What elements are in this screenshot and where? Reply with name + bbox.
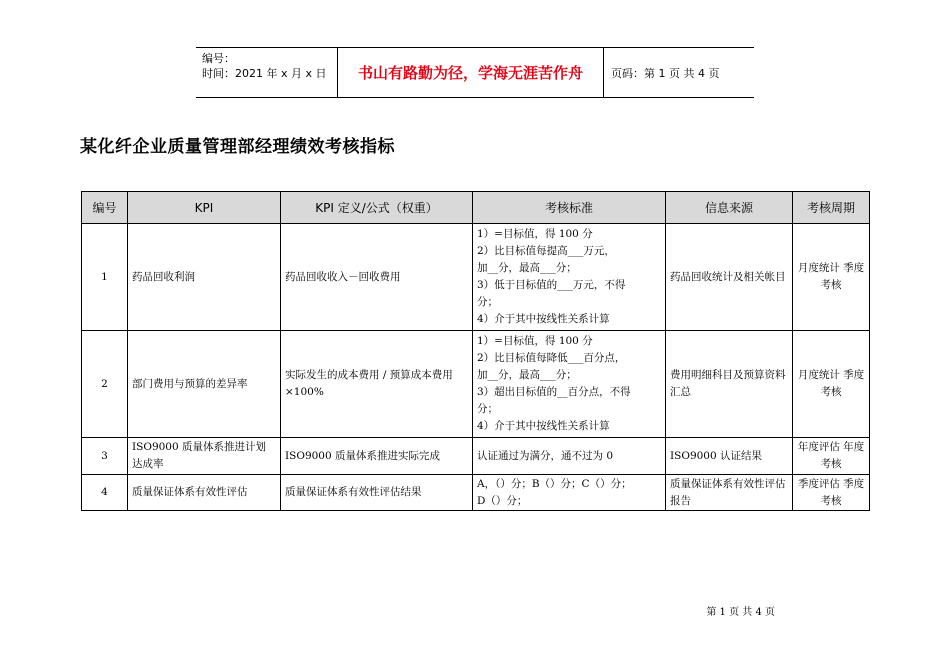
col-header-period: 考核周期 (793, 192, 870, 224)
row-kpi: 药品回收利润 (128, 224, 281, 331)
col-header-definition: KPI 定义/公式（权重） (281, 192, 473, 224)
row-criteria (473, 438, 666, 475)
kpi-table (81, 191, 870, 511)
criteria-line: 认证通过为满分，通不过为 0 (477, 449, 614, 462)
row-definition: 质量保证体系有效性评估结果 (281, 475, 473, 511)
criteria-line: 加__分，最高___分； (477, 262, 577, 274)
table-row (82, 475, 870, 511)
row-source: 费用明细科目及预算资料汇总 (666, 331, 793, 438)
table-header-row (82, 192, 870, 224)
row-source: 质量保证体系有效性评估报告 (666, 475, 793, 511)
row-kpi: ISO9000 质量体系推进计划达成率 (128, 438, 281, 475)
row-kpi: 质量保证体系有效性评估 (128, 475, 281, 511)
criteria-line: 1）=目标值，得 100 分 (477, 335, 593, 347)
criteria-line: 4）介于其中按线性关系计算 (477, 420, 610, 432)
page-title: 某化纤企业质量管理部经理绩效考核指标 (80, 137, 395, 157)
criteria-line: 分； (477, 296, 498, 308)
row-source: 药品回收统计及相关帐目 (666, 224, 793, 331)
row-source: ISO9000 认证结果 (666, 438, 793, 475)
criteria-line: 4）介于其中按线性关系计算 (477, 313, 610, 325)
criteria-line: 3）超出目标值的__百分点，不得 (477, 386, 631, 398)
criteria-line: 1）=目标值，得 100 分 (477, 228, 593, 240)
row-kpi: 部门费用与预算的差异率 (128, 331, 281, 438)
table-row (82, 438, 870, 475)
col-header-source: 信息来源 (666, 192, 793, 224)
row-number: 2 (82, 331, 128, 438)
criteria-line: D（）分； (477, 494, 528, 507)
row-period: 月度统计 季度考核 (793, 224, 870, 331)
row-criteria (473, 475, 666, 511)
table-row (82, 331, 870, 438)
criteria-line: 加__分，最高___分； (477, 369, 577, 381)
col-header-number: 编号 (82, 192, 128, 224)
criteria-line: 3）低于目标值的___万元，不得 (477, 279, 626, 291)
header-page-label: 页码：第 1 页 共 4 页 (611, 66, 720, 80)
criteria-line: A，（）分；B（）分；C（）分； (477, 477, 632, 490)
col-header-kpi: KPI (128, 192, 281, 224)
criteria-line: 2）比目标值每降低___百分点， (477, 352, 626, 364)
row-definition: 药品回收收入－回收费用 (281, 224, 473, 331)
time-label: 时间：2021 年 x 月 x 日 (202, 67, 327, 80)
row-period: 月度统计 季度考核 (793, 331, 870, 438)
row-number: 4 (82, 475, 128, 511)
row-period: 年度评估 年度考核 (793, 438, 870, 475)
row-criteria (473, 331, 666, 438)
criteria-line: 2）比目标值每提高___万元， (477, 245, 615, 257)
col-header-criteria: 考核标准 (473, 192, 666, 224)
row-period: 季度评估 季度考核 (793, 475, 870, 511)
row-number: 3 (82, 438, 128, 475)
row-definition: 实际发生的成本费用 / 预算成本费用×100% (281, 331, 473, 438)
header-meta (196, 48, 338, 97)
criteria-line: 分； (477, 403, 498, 415)
page-header (196, 47, 754, 98)
table-row (82, 224, 870, 331)
row-definition: ISO9000 质量体系推进实际完成 (281, 438, 473, 475)
row-number: 1 (82, 224, 128, 331)
row-criteria (473, 224, 666, 331)
header-motto: 书山有路勤为径，学海无涯苦作舟 (338, 48, 604, 97)
number-label: 编号： (202, 52, 235, 65)
page-footer: 第 1 页 共 4 页 (706, 607, 775, 618)
